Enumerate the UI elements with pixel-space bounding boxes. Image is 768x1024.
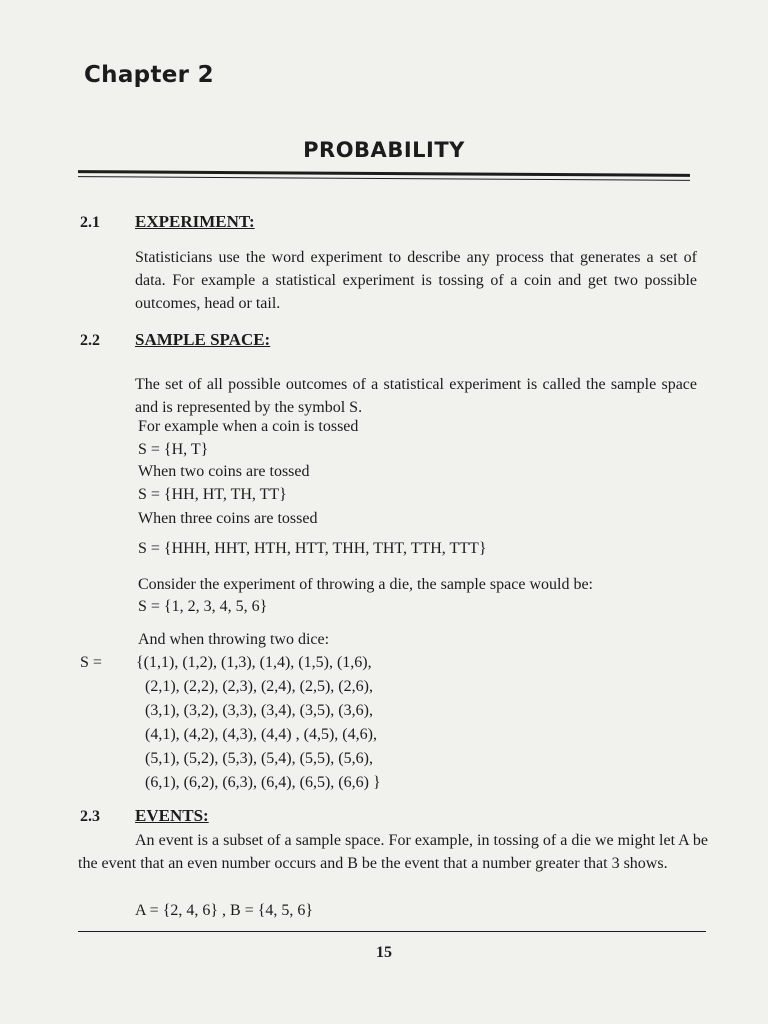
- section-body: An event is a subset of a sample space. For example, in tossing of a die we might let A be the event that an even number occurs and B be the event that a number greater that 3 shows.: [78, 832, 708, 872]
- text-line: S = {1, 2, 3, 4, 5, 6}: [138, 598, 268, 615]
- text-line: S = {H, T}: [138, 441, 209, 458]
- section-number: 2.3: [80, 808, 100, 825]
- footer-rule: [78, 931, 706, 932]
- chapter-label: Chapter 2: [84, 62, 214, 88]
- text-line: Consider the experiment of throwing a die, the sample space would be:: [138, 576, 593, 593]
- text-line: For example when a coin is tossed: [138, 418, 359, 435]
- page-title: PROBABILITY: [303, 138, 465, 162]
- section-body: Statisticians use the word experiment to describe any process that generates a set of data. For example a statistical experiment is tossing of a coin and get two possible outcomes, head or tail.: [135, 249, 697, 312]
- section-heading: EXPERIMENT:: [135, 212, 255, 231]
- text-line: S = {HHH, HHT, HTH, HTT, THH, THT, TTH, TTT}: [138, 540, 487, 557]
- dice-row: (4,1), (4,2), (4,3), (4,4) , (4,5), (4,6),: [145, 726, 377, 743]
- title-rule-thin: [78, 176, 690, 181]
- section-number: 2.2: [80, 332, 100, 349]
- text-line: When three coins are tossed: [138, 510, 318, 527]
- dice-row: (5,1), (5,2), (5,3), (5,4), (5,5), (5,6),: [145, 750, 373, 767]
- section-body: The set of all possible outcomes of a statistical experiment is called the sample space and is represented by the symbol S.: [135, 376, 697, 416]
- dice-row: (6,1), (6,2), (6,3), (6,4), (6,5), (6,6) }: [145, 774, 381, 791]
- dice-label: S =: [80, 654, 102, 671]
- page-number: 15: [376, 944, 392, 961]
- section-heading: SAMPLE SPACE:: [135, 330, 271, 349]
- text-line: S = {HH, HT, TH, TT}: [138, 486, 287, 503]
- text-line: When two coins are tossed: [138, 463, 310, 480]
- dice-row: (3,1), (3,2), (3,3), (3,4), (3,5), (3,6),: [145, 702, 373, 719]
- event-formula: A = {2, 4, 6} , B = {4, 5, 6}: [135, 902, 314, 919]
- section-number: 2.1: [80, 214, 100, 231]
- dice-row: (2,1), (2,2), (2,3), (2,4), (2,5), (2,6),: [145, 678, 373, 695]
- dice-row: {(1,1), (1,2), (1,3), (1,4), (1,5), (1,6),: [136, 654, 372, 671]
- text-line: And when throwing two dice:: [138, 631, 330, 648]
- section-heading: EVENTS:: [135, 806, 209, 825]
